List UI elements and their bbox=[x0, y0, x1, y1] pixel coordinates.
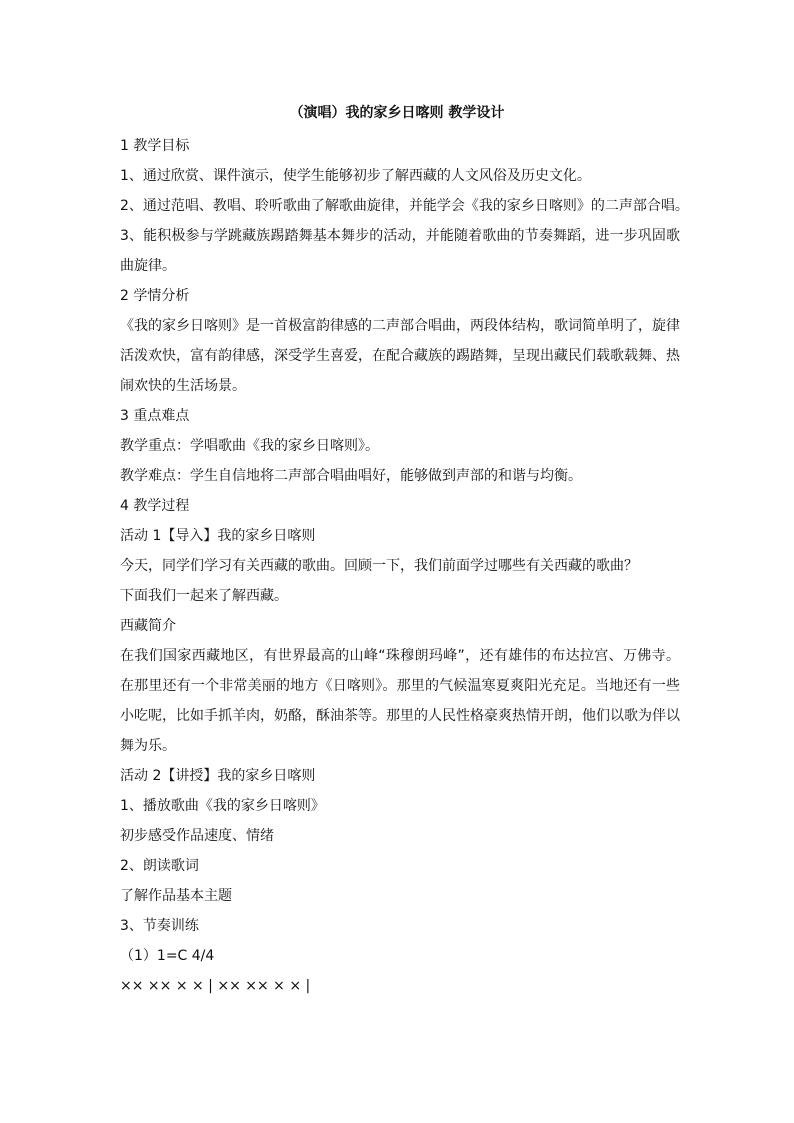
activity-2-heading: 活动 2【讲授】我的家乡日喀则 bbox=[120, 768, 316, 784]
step-3: 3、节奏训练 bbox=[120, 918, 199, 934]
document-body bbox=[120, 131, 689, 1001]
objective-2: 2、通过范唱、教唱、聆听歌曲了解歌曲旋律，并能学会《我的家乡日喀则》的二声部合唱。 bbox=[120, 198, 689, 214]
activity-1-heading: 活动 1【导入】我的家乡日喀则 bbox=[120, 528, 316, 544]
tibet-intro-heading: 西藏简介 bbox=[120, 618, 176, 634]
section-heading-objectives: 1 教学目标 bbox=[120, 138, 190, 154]
activity-1-intro: 今天，同学们学习有关西藏的歌曲。回顾一下，我们前面学过哪些有关西藏的歌曲？ bbox=[120, 558, 638, 574]
tibet-intro-paragraph: 在我们国家西藏地区，有世界最高的山峰“珠穆朗玛峰”，还有雄伟的布达拉宫、万佛寺。在那里还有一个非常美丽的地方《日喀则》。那里的气候温寒夏爽阳光充足。当地还有一些小吃呢，比如手抓羊肉，奶酪，酥油茶等。那里的人民性格豪爽热情开朗，他们以歌为伴以舞为乐。 bbox=[120, 648, 680, 754]
step-1: 1、播放歌曲《我的家乡日喀则》 bbox=[120, 798, 325, 814]
activity-1-transition: 下面我们一起来了解西藏。 bbox=[120, 588, 288, 604]
rhythm-key: （1）1=C 4/4 bbox=[120, 948, 215, 964]
step-1-note: 初步感受作品速度、情绪 bbox=[120, 828, 274, 844]
step-2-note: 了解作品基本主题 bbox=[120, 888, 232, 904]
objective-3: 3、能积极参与学跳藏族踢踏舞基本舞步的活动，并能随着歌曲的节奏舞蹈，进一步巩固歌曲旋律。 bbox=[120, 228, 680, 274]
section-heading-process: 4 教学过程 bbox=[120, 498, 190, 514]
rhythm-notation: ×× ×× × × | ×× ×× × × | bbox=[120, 978, 311, 994]
key-point: 教学重点：学唱歌曲《我的家乡日喀则》。 bbox=[120, 438, 379, 454]
document-title: （演唱）我的家乡日喀则 教学设计 bbox=[289, 105, 505, 121]
section-heading-key-points: 3 重点难点 bbox=[120, 408, 190, 424]
section-heading-analysis: 2 学情分析 bbox=[120, 288, 190, 304]
step-2: 2、朗读歌词 bbox=[120, 858, 199, 874]
objective-1: 1、通过欣赏、课件演示，使学生能够初步了解西藏的人文风俗及历史文化。 bbox=[120, 168, 591, 184]
analysis-paragraph: 《我的家乡日喀则》是一首极富韵律感的二声部合唱曲，两段体结构，歌词简单明了，旋律活泼欢快，富有韵律感，深受学生喜爱，在配合藏族的踢踏舞，呈现出藏民们载歌载舞、热闹欢快的生活场景。 bbox=[120, 318, 680, 394]
difficult-point: 教学难点：学生自信地将二声部合唱曲唱好，能够做到声部的和谐与均衡。 bbox=[120, 468, 582, 484]
